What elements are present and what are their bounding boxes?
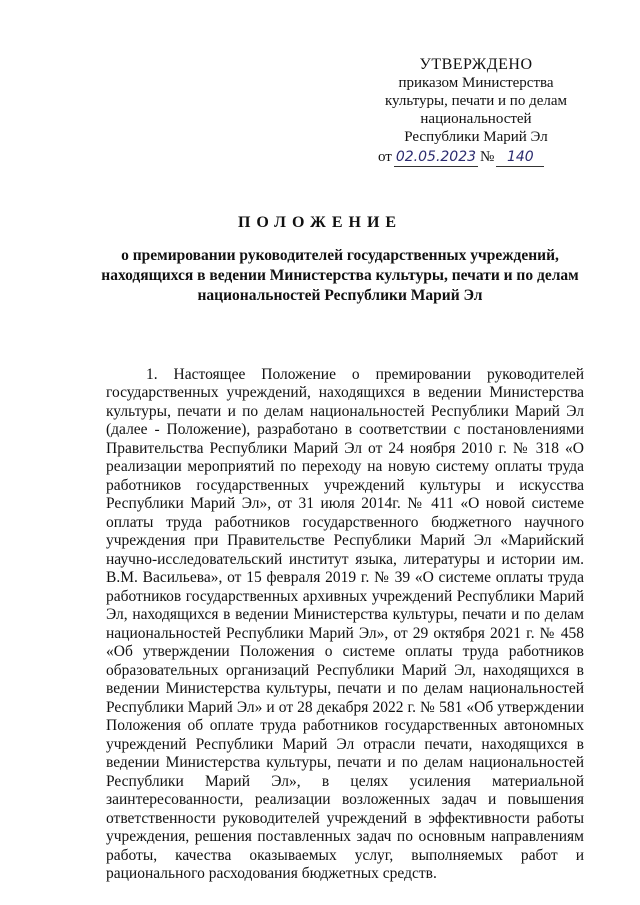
date-prefix: от — [378, 149, 392, 165]
handwritten-date: 02.05.2023 — [395, 149, 477, 165]
handwritten-number: 140 — [496, 148, 544, 167]
approval-line-3: национальностей — [420, 111, 532, 127]
document-title: ПОЛОЖЕНИЕ — [237, 214, 403, 231]
approval-date-line — [376, 148, 576, 167]
approval-line-4: Республики Марий Эл — [404, 129, 548, 145]
approval-line-1: приказом Министерства — [398, 75, 554, 91]
number-prefix: № — [480, 149, 495, 165]
document-subtitle: о премировании руководителей государственных учреждений, находящихся в ведении Министерства культуры, печати и по делам национальностей Республики Марий Эл — [101, 247, 579, 304]
approval-heading: УТВЕРЖДЕНО — [419, 56, 533, 73]
paragraph-1: 1. Настоящее Положение о премировании руководителей государственных учреждений, находящихся в ведении Министерства культуры, печати и по делам национальностей Республики Марий Эл (далее - Положение), разработано в соответствии с постановлениями Правительства Республики Марий Эл от 24 ноября 2010 г. № 318 «О реализации мероприятий по переходу на новую систему оплаты труда работников государственных учреждений культуры и искусства Республики Марий Эл», от 31 июля 2014г. № 411 «О новой системе оплаты труда работников государственного бюджетного научного учреждения при Правительстве Республики Марий Эл «Марийский научно-исследовательский институт языка, литературы и истории им. В.М. Васильева», от 15 февраля 2019 г. № 39 «О системе оплаты труда работников государственных архивных учреждений Республики Марий Эл, находящихся в ведении Министерства культуры, печати и по делам национальностей Республики Марий Эл», от 29 октября 2021 г. № 458 «Об утверждении Положения о системе оплаты труда работников образовательных организаций Республики Марий Эл, находящихся в ведении Министерства культуры, печати и по делам национальностей Республики Марий Эл» и от 28 декабря 2022 г. № 581 «Об утверждении Положения об оплате труда работников государственных автономных учреждений Республики Марий Эл отрасли печати, находящихся в ведении Министерства культуры, печати и по делам национальностей Республики Марий Эл», в целях усиления материальной заинтересованности, реализации возложенных задач и повышения ответственности руководителей учреждений в эффективности работы учреждения, решения поставленных задач по основным направлениям работы, качества оказываемых услуг, выполняемых работ и рационального расходования бюджетных средств. — [106, 365, 584, 882]
approval-stamp — [376, 56, 576, 167]
approval-line-2: культуры, печати и по делам — [384, 93, 568, 109]
